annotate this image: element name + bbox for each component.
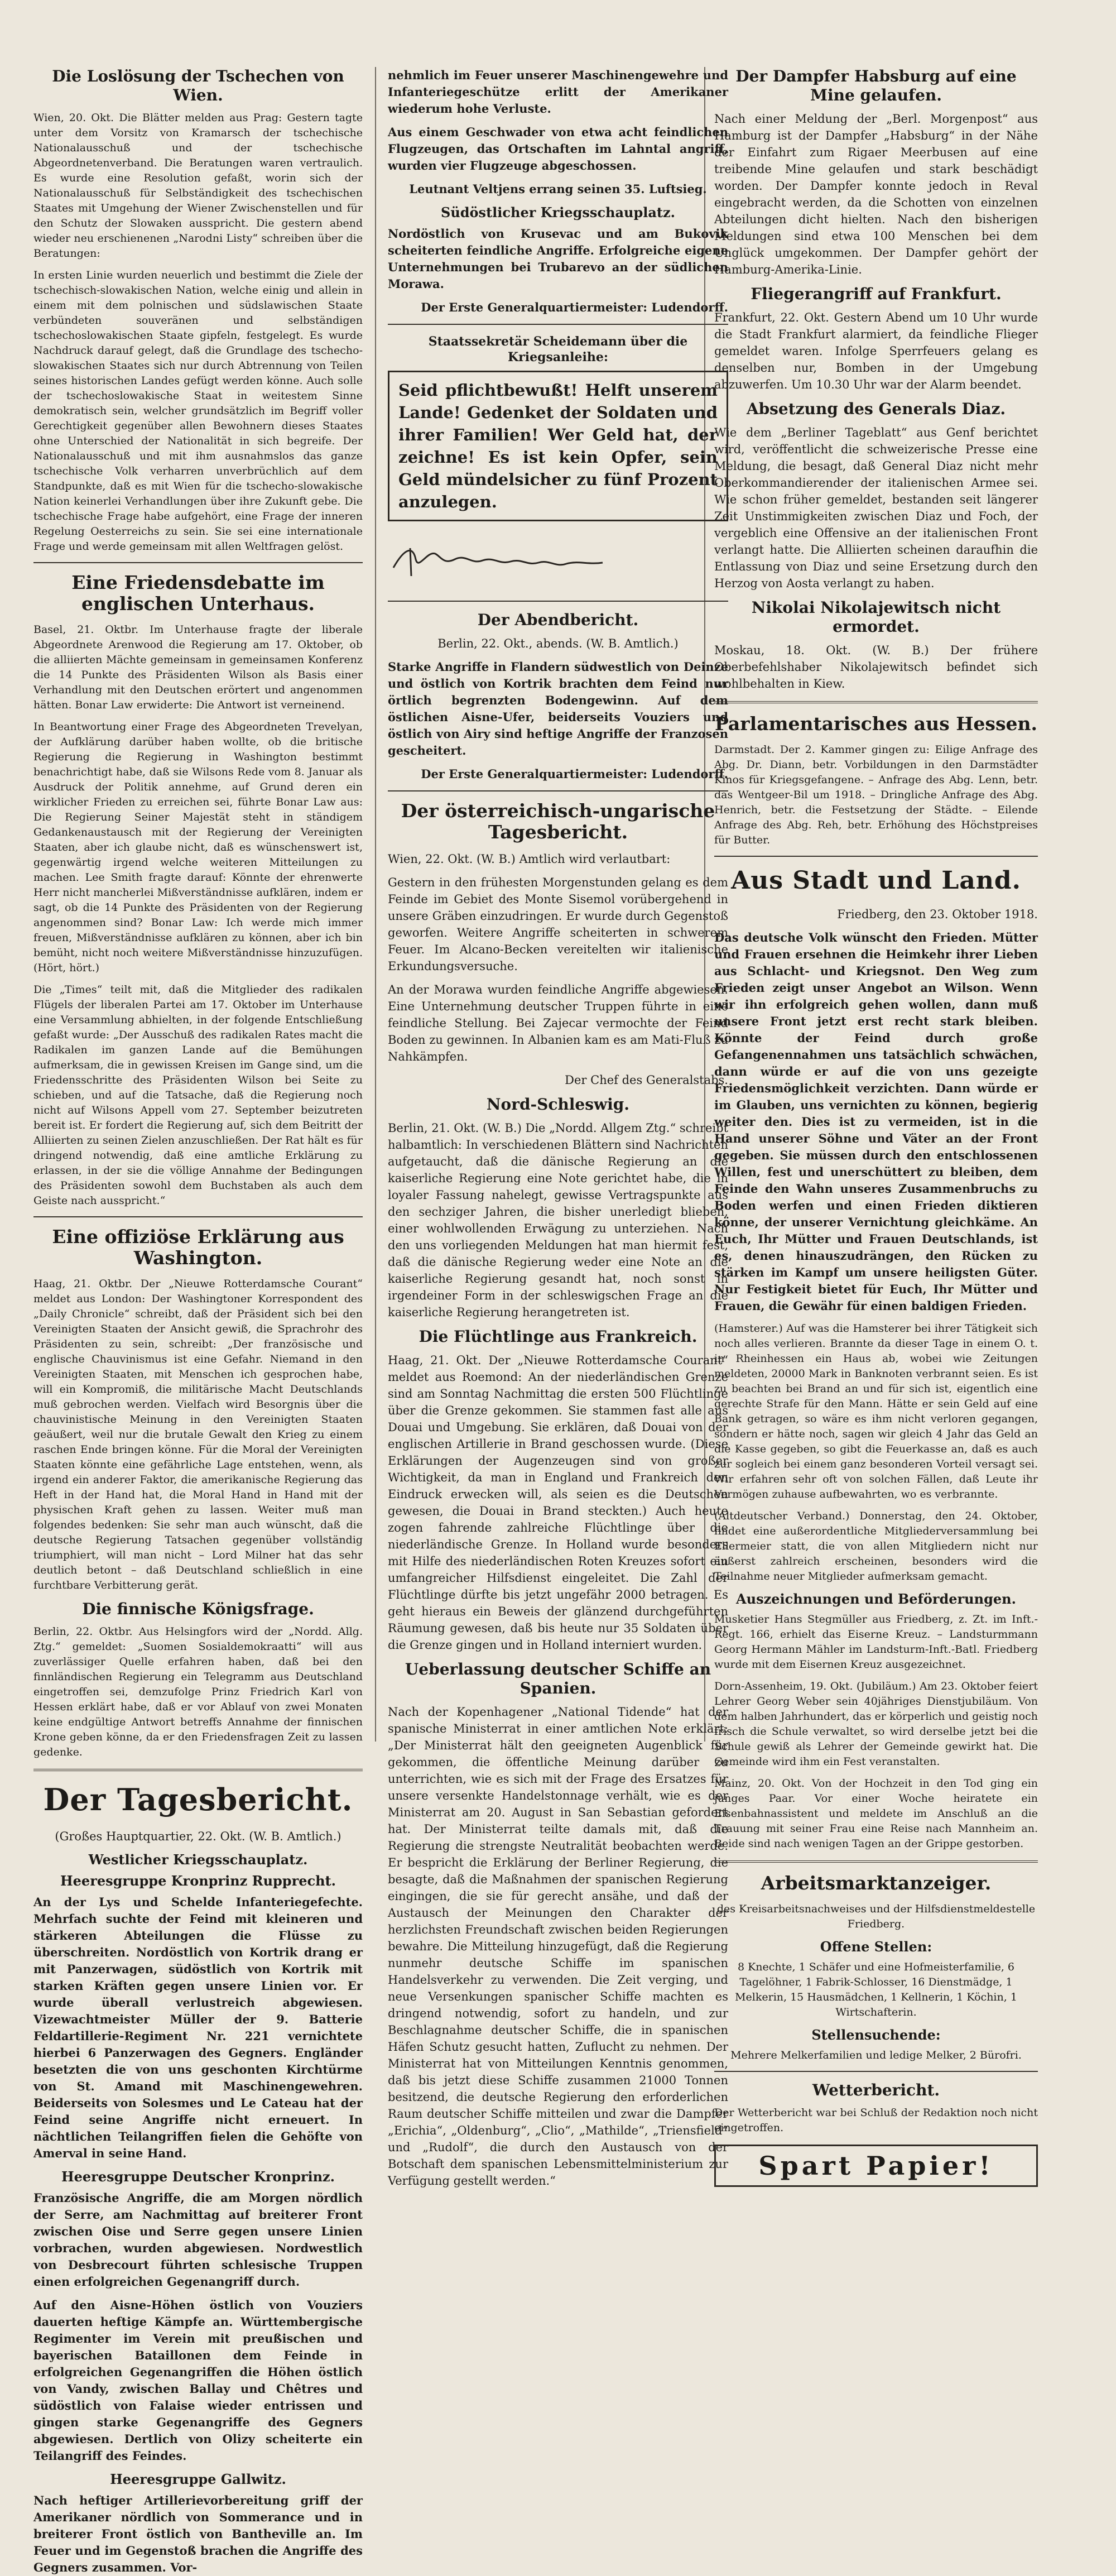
column-2 — [388, 67, 729, 2188]
article-text: Moskau, 18. Okt. (W. B.) Der frühere Oberbefehlshaber Nikolajewitsch befindet sich wohlbehalten in Kiew. — [714, 644, 1038, 690]
divider — [388, 324, 728, 325]
headline: Fliegerangriff auf Frankfurt. — [751, 285, 1002, 303]
article-text: Aus einem Geschwader von etwa acht feindlichen Flugzeugen, das Ortschaften im Lahntal angriff, wurden vier Flugzeuge abgeschossen. — [388, 125, 728, 172]
dateline: (Großes Hauptquartier, 22. Okt. (W. B. Amtlich.) — [55, 1830, 341, 1843]
article-text: Frankfurt, 22. Okt. Gestern Abend um 10 Uhr wurde die Stadt Frankfurt alarmiert, da feindliche Flieger gemeldet waren. Infolge Sperrfeuers gelang es denselben nur, Bomben in der Umgebung abzuwerfen. Um 10.30 Uhr war der Alarm beendet. — [714, 311, 1038, 391]
headline: Nord-Schleswig. — [486, 1095, 630, 1114]
article-text: In ersten Linie wurden neuerlich und bestimmt die Ziele der tschechisch-slowakischen Nation, welche einig und allein in einem mit dem polnischen und südslawischen Staate verbündeten souveränen und selbständigen tschechoslowakischen Staate gipfeln, festgelegt. Es wurde Nachdruck darauf gelegt, daß die Grundlage des tschecho-slowakischen Staates sich nur durch Abtrennung von Teilen seines historischen Landes gefügt werden könne. Auch solle der tschechoslowakische Staat in weitestem Sinne demokratisch sein, welcher grundsätzlich im Begriff voller Gerechtigkeit gegenüber allen Bewohnern dieses Staates ohne Unterschied der Nationalität in sich begreife. Der Nationalausschuß und mit ihm ausnahmslos das ganze tschechische Volk verharren unverbrüchlich auf dem Standpunkte, daß es mit Wien für die tschecho-slowakische Nation keinerlei Verhandlungen über ihre Zukunft gebe. Die tschechische Frage habe aufgehört, eine Frage der inneren Regelung Oesterreichs zu sein. Sie sei eine internationale Frage und werde gemeinsam mit allen Weltfragen gelöst. — [33, 269, 363, 553]
handwritten-signature — [388, 537, 611, 581]
appeal-text: Seid pflichtbewußt! Helft unserem Lande! Gedenket der Soldaten und ihrer Familien! Wer Geld hat, der zeichne! Es ist kein Opfer, sein Geld mündelsicher zu fünf Prozent anzulegen. — [398, 381, 718, 511]
article-text: Mehrere Melkerfamilien und ledige Melker, 2 Bürofri. — [730, 2049, 1022, 2061]
article-text: Berlin, 21. Okt. (W. B.) Die „Nordd. Allgem Ztg.“ schreibt halbamtlich: In verschiedenen Blättern sind Nachrichten aufgetaucht, daß die dänische Regierung an die kaiserliche Regierung eine Note gerichtet habe, die in loyaler Fassung nahelegt, gewisse Vertragspunkte aus den sechziger Jahren, die bisher unerledigt blieben, einer wohlwollenden Erwägung zu unterziehen. Nach den uns vorliegenden Meldungen hat man hiermit fest, daß die dänische Regierung weder eine Note an die kaiserliche Regierung gesandt hat, noch sonst in irgendeiner Form in der schleswigschen Frage an die kaiserliche Regierung herangetreten ist. — [388, 1121, 729, 1319]
article-text: Mainz, 20. Okt. Von der Hochzeit in den Tod ging ein junges Paar. Vor einer Woche heiratete ein Eisenbahnassistent und meldete im Anschluß an die Trauung mit seiner Frau eine Reise nach Mannheim an. Beide sind nach wenigen Tagen an der Grippe gestorben. — [714, 1777, 1038, 1850]
article-text: des Kreisarbeitsnachweises und der Hilfsdienstmeldestelle Friedberg. — [716, 1903, 1036, 1930]
signature-line: Der Chef des Generalstabs. — [565, 1073, 728, 1087]
article-text: Auf den Aisne-Höhen östlich von Vouziers dauerten heftige Kämpfe an. Württembergische Regimenter im Verein mit preußischen und bayerischen Bataillonen dem Feinde in erfolgreichen Gegenangriffen die Höhen östlich von Vandy, zwischen Ballay und Chêtres und südöstlich von Falaise wieder entrissen und gingen starke Gegenangriffe des Gegners abgewiesen. Dertlich von Olizy scheiterte ein Teilangriff des Feindes. — [33, 2298, 363, 2463]
divider — [388, 790, 728, 791]
article-text: Musketier Hans Stegmüller aus Friedberg, z. Zt. im Inft.-Regt. 166, erhielt das Eiserne Kreuz. – Landsturmmann Georg Hermann Mähler im Landsturm-Inft.-Batl. Friedberg wurde mit dem Eisernen Kreuz ausgezeichnet. — [714, 1613, 1038, 1671]
headline: Der Tagesbericht. — [43, 1782, 353, 1817]
article-text: (Altdeutscher Verband.) Donnerstag, den 24. Oktober, findet eine außerordentliche Mitgliederversammlung bei Ellermeier statt, die von allen Mitgliedern nicht nur äußerst zahlreich erscheinen, besonders wird die Teilnahme neuer Mitglieder aufmerksam gemacht. — [714, 1510, 1038, 1582]
article-text: (Hamsterer.) Auf was die Hamsterer bei ihrer Tätigkeit sich noch alles verlieren. Brannte da dieser Tage in einem O. t. in Rheinhessen ein Haus ab, wobei wie Zeitungen meldeten, 20000 Mark in Banknoten verbrannt seien. Es ist zu beachten bei Brand an und für sich ist, eigentlich eine gerechte Strafe für den Mann. Hätte er sein Geld auf eine Bank getragen, so wäre es ihm nicht verloren gegangen, sondern er hätte noch, sagen wir gleich 4 Jahr das Geld an die Kasse gegeben, so gibt die Feuerkasse an, daß es auch zur sogleich bei einem ganz besonderen Vorteil versagt sei. Wir erfahren sehr oft von solchen Fällen, daß Leute ihr Vermögen zuhause aufbewahrten, wo es verbrannte. — [714, 1322, 1038, 1500]
subheadline: Auszeichnungen und Beförderungen. — [736, 1591, 1016, 1607]
headline: Aus Stadt und Land. — [731, 866, 1021, 895]
article-text: Gestern in den frühesten Morgenstunden gelang es dem Feinde im Gebiet des Monte Sisemol vorübergehend in unsere Gräben einzudringen. Er wurde durch Gegenstoß geworfen. Weitere Angriffe scheiterten in schwerem Feuer. Im Alcano-Becken vereitelten wir italienische Erkundungsversuche. — [388, 876, 728, 973]
headline: Parlamentarisches aus Hessen. — [714, 713, 1038, 735]
article-text: Dorn-Assenheim, 19. Okt. (Jubiläum.) Am 23. Oktober feiert Lehrer Georg Weber sein 40jähriges Dienstjubiläum. Von dem halben Jahrhundert, das er körperlich und geistig noch frisch die Schule verwaltet, so wird derselbe jetzt bei die Schule gewiß als Lehrer der Gemeinde gewirkt hat. Die Gemeinde wird ihm ein Fest veranstalten. — [714, 1680, 1038, 1768]
signature-line: Der Erste Generalquartiermeister: Ludendorff. — [421, 300, 728, 314]
article-text: Nach heftiger Artillerievorbereitung griff der Amerikaner nördlich von Sommerance und in breiterer Front östlich von Bantheville an. Im Feuer und im Gegenstoß brachen die Angriffe des Gegners zusammen. Vor- — [33, 2493, 363, 2574]
divider — [33, 562, 363, 563]
headline: Der Abendbericht. — [477, 611, 639, 629]
article-text: An der Lys und Schelde Infanteriegefechte. Mehrfach suchte der Feind mit kleineren und stärkeren Abteilungen die Flüsse zu überschreiten. Nordöstlich von Kortrik drang er mit Panzerwagen, südöstlich von Kortrik mit starken Kräften gegen unsere Linien vor. Er wurde überall verlustreich abgewiesen. Vizewachtmeister Müller der 9. Batterie Feldartillerie-Regiment Nr. 221 vernichtete hierbei 6 Panzerwagen des Gegners. Engländer besetzten die von uns geschonten Kirchtürme von St. Amand mit Maschinengewehren. Beiderseits von Solesmes und Le Cateau hat der Feind seine Angriffe nicht erneuert. In nächtlichen Teilangriffen fielen die Gehöfte von Amerval in seine Hand. — [33, 1895, 363, 2160]
column-1 — [33, 67, 363, 2574]
divider — [33, 1216, 363, 1217]
dateline: Berlin, 22. Okt., abends. (W. B. Amtlich.) — [437, 637, 679, 650]
subheadline: Offene Stellen: — [820, 1939, 932, 1955]
article-text: Berlin, 22. Oktbr. Aus Helsingfors wird der „Nordd. Allg. Ztg.“ gemeldet: „Suomen Sosialdemokraatti“ will aus zuverlässiger Quelle erfahren haben, daß bei den finnländischen Regierung ein Telegramm aus Deutschland eingetroffen sei, demzufolge Prinz Friedrich Karl von Hessen erklärt habe, daß er vor Ablauf von zwei Monaten keine endgültige Antwort betreffs Annahme der finnischen Krone geben könne, da er den Friedensfragen Zeit zu lassen gedenke. — [33, 1625, 363, 1758]
headline: Die Flüchtlinge aus Frankreich. — [419, 1327, 698, 1346]
subheadline: Stellensuchende: — [811, 2027, 941, 2043]
headline: Arbeitsmarktanzeiger. — [761, 1872, 992, 1894]
save-paper-notice: Spart Papier! — [714, 2145, 1038, 2187]
article-text: Haag, 21. Oktbr. Der „Nieuwe Rotterdamsche Courant“ meldet aus London: Der Washingtoner Korrespondent des „Daily Chronicle“ schreibt, daß der Präsident sich bei den Vereinigten Staaten der Ansicht gewiß, die Sprachrohr des Präsidenten zu sein, schreibt: „Der französische und englische Chauvinismus ist eine Gefahr. Niemand in den Vereinigten Staaten, mit Menschen ich gesprochen habe, will ein Kompromiß, die militärische Macht Deutschlands muß gebrochen werden. Vielfach wird Besorgnis über die chauvinistische Meinung in den Vereinigten Staaten geäußert, weil nur die brutale Gewalt den Krieg zu einem raschen Ende bringen könne. Für die Moral der Vereinigten Staaten könnte eine gefährliche Lage entstehen, wenn, als irgend ein anderer Faktor, die amerikanische Regierung das Heft in der Hand hat, die Moral Hand in Hand mit der physischen Kraft gehen zu lassen. Weiter muß man folgendes bedenken: Sie sehr man auch wünscht, daß die deutsche Regierung Tatsachen gegenüber vollständig triumphiert, will man nicht – Lord Milner hat das sehr deutlich betont – daß Deutschland schließlich in eine furchtbare Verbitterung gerät. — [33, 1278, 363, 1591]
divider — [388, 601, 728, 602]
subheadline: Heeresgruppe Gallwitz. — [110, 2471, 286, 2487]
war-loan-appeal — [388, 371, 728, 521]
article-text: nehmlich im Feuer unserer Maschinengewehre und Infanteriegeschütze erlitt der Amerikaner wiederum hohe Verluste. — [388, 68, 728, 116]
article-text: Nach der Kopenhagener „National Tidende“ hat der spanische Ministerrat in einer amtlichen Note erklärt: „Der Ministerrat hält den geeigneten Augenblick für gekommen, die öffentliche Meinung darüber zu unterrichten, wie es sich mit der Frage des Ersatzes für unsere versenkte Handelstonnage verhält, wie es der Ministerrat am 20. August in San Sebastian gefordert hat. Der Ministerrat teilte damals mit, daß die Regierung die strengste Neutralität beobachten werde. Er bespricht die Erklärung der Berliner Regierung, die besagte, daß die Maßnahmen der spanischen Regierung eingingen, die sie für gerecht ansähe, und daß der Austausch der Meinungen den Charakter der herzlichsten Freundschaft zwischen beiden Regierungen bewahre. Die Mitteilung hinzugefügt, daß die Regierung nunmehr deutsche Schiffe im spanischen Handelsverkehr zu verwenden. Die Zeit verging, und neue Versenkungen spanischer Schiffe machten es dringend notwendig, sofort zu handeln, und zur Beschlagnahme deutscher Schiffe, die in spanischen Häfen Schutz gesucht hatten, Zuflucht zu nehmen. Der Ministerrat hat von Mitteilungen Kenntnis genommen, daß bis jetzt diese Schiffe zusammen 21000 Tonnen besitzend, die deutsche Regierung den erforderlichen Raum deutscher Schiffe mitteilen und zwar die Dampfer „Erichia“, „Oldenburg“, „Clio“, „Mathilde“, „Triensfield“ und „Rudolf“, die durch den Austausch von der Botschaft dem spanischen Lebensmittelministerium zur Verfügung gestellt werden.“ — [388, 1705, 728, 2188]
article-text: Darmstadt. Der 2. Kammer gingen zu: Eilige Anfrage des Abg. Dr. Diann, betr. Vorbildungen in den Darmstädter Kinos für Kriegsgefangene. – Anfrage des Abg. Lenn, betr. das Wentgeer-Bil um 1918. – Dringliche Anfrage des Abg. Henrich, betr. die Festsetzung der Städte. – Eilende Anfrage des Abg. Reh, betr. Erhöhung des Höchstpreises für Butter. — [714, 743, 1038, 846]
headline: Die finnische Königsfrage. — [82, 1600, 314, 1618]
article-text: Haag, 21. Okt. Der „Nieuwe Rotterdamsche Courant“ meldet aus Roemond: An der niederländischen Grenze sind am Sonntag Nachmittag die ersten 500 Flüchtlinge über die Grenze gekommen. Sie stammen fast alle aus Douai und Umgebung. Sie erklären, daß Douai von der englischen Artillerie in Brand geschossen wurde. (Diese Erklärungen der Augenzeugen sind von großer Wichtigkeit, da man in England und Frankreich den Eindruck erwecken will, als seien es die Deutschen gewesen, die Douai in Brand steckten.) Auch heute zogen fahrende zahlreiche Flüchtlinge über die niederländische Grenze. In Holland wurde besonders mit Hilfe des niederländischen Roten Kreuzes sofort ein umfangreicher Hilfsdienst eingeleitet. Die Zahl der Flüchtlinge dürfte bis jetzt ungefähr 2000 betragen. Es geht hieraus ein Beweis der glänzend durchgeführten Räumung gewesen, daß bis heute nur 35 Soldaten über die Grenze gingen und in Holland interniert wurden. — [388, 1354, 728, 1652]
subheadline: Heeresgruppe Deutscher Kronprinz. — [61, 2169, 335, 2185]
subheadline: Westlicher Kriegsschauplatz. — [88, 1851, 308, 1868]
article-text: Die „Times“ teilt mit, daß die Mitglieder des radikalen Flügels der liberalen Partei am 17. Oktober im Unterhause eine Versammlung abhielten, in der folgende Entschließung gefaßt wurde: „Der Ausschuß des radikalen Rates macht die Radikalen im ganzen Lande auf die Bemühungen aufmerksam, die in gewissen Kreisen im Gange sind, um die Friedensschritte des Präsidenten Wilson bei Seite zu schieben, und auf die Tatsache, daß die Regierung noch nicht auf Wilsons Appell vom 27. September beizutreten bereit ist. Er fordert die Regierung auf, sich dem Beitritt der Alliierten zu seinen Zielen anzuschließen. Der Rat hält es für dringend notwendig, daß eine amtliche Erklärung zu erlassen, in der sie die völlige Annahme der Bedingungen des Präsidenten sowohl dem Buchstaben als auch dem Geiste nach ausspricht.“ — [33, 984, 363, 1207]
headline: Der österreichisch-ungarische Tagesbericht. — [401, 800, 715, 843]
headline: Absetzung des Generals Diaz. — [746, 400, 1006, 418]
article-text: Nordöstlich von Krusevac und am Bukovik scheiterten feindliche Angriffe. Erfolgreiche eigene Unternehmungen bei Trubarevo an der südlichen Morawa. — [388, 227, 728, 291]
divider — [33, 1769, 363, 1771]
article-text: 8 Knechte, 1 Schäfer und eine Hofmeisterfamilie, 6 Tagelöhner, 1 Fabrik-Schlosser, 16 Dienstmädge, 1 Melkerin, 15 Hausmädchen, 1 Kellnerin, 1 Köchin, 1 Wirtschafterin. — [735, 1961, 1017, 2018]
headline: Die Loslösung der Tschechen von Wien. — [52, 67, 344, 104]
headline: Eine Friedensdebatte im englischen Unterhaus. — [71, 572, 325, 615]
notice-heading: Staatssekretär Scheidemann über die Kriegsanleihe: — [428, 334, 688, 364]
headline: Nikolai Nikolajewitsch nicht ermordet. — [751, 598, 1001, 636]
headline: Wetterbericht. — [812, 2081, 940, 2099]
article-text: Französische Angriffe, die am Morgen nördlich der Serre, am Nachmittag auf breiterer Front zwischen Oise und Serre gegen unsere Linien vorbrachen, wurden abgewiesen. Nordwestlich von Desbrecourt führten schlesische Truppen einen erfolgreichen Gegenangriff durch. — [33, 2191, 363, 2289]
divider — [714, 856, 1038, 857]
headline: Eine offiziöse Erklärung aus Washington. — [52, 1226, 344, 1269]
article-text: Das deutsche Volk wünscht den Frieden. Mütter und Frauen ersehnen die Heimkehr ihrer Lieben aus Schlacht- und Kriegsnot. Den Weg zum Frieden zeigt unser Angebot an Wilson. Wenn wir ihn erfolgreich gehen wollen, dann muß unsere Front jetzt erst recht stark bleiben. Könnte der Feind durch große Gefangenennahmen uns tatsächlich schwächen, dann würde er auf die von uns gezeigte Friedensmöglichkeit verzichten. Dann würde er im Glauben, uns vernichten zu können, begierig weiter den. Dies ist zu vermeiden, ist in die Hand unserer Söhne und Väter an der Front gegeben. Sie müssen durch den entschlossenen Willen, fest und unerschüttert zu bleiben, dem Feinde den Wahn unseres Zusammenbruchs zu Boden werfen und einen Frieden diktieren könne, der unserer Vernichtung gleichkäme. An Euch, Ihr Mütter und Frauen Deutschlands, ist es, denen hinauszudrängen, den Rücken zu stärken im Kampf um unsere heiligsten Güter. Nur Festigkeit bietet für Euch, Ihr Mütter und Frauen, die Gewähr für einen baldigen Frieden. — [714, 930, 1038, 1313]
dateline: Friedberg, den 23. Oktober 1918. — [837, 908, 1038, 921]
article-text: An der Morawa wurden feindliche Angriffe abgewiesen. Eine Unternehmung deutscher Truppen führte in eine feindliche Stellung. Bei Zajecar vermochte der Feind Boden zu gewinnen. In Albanien kam es am Mati-Fluß zu Nahkämpfen. — [388, 983, 728, 1063]
column-3 — [714, 67, 1038, 2181]
headline: Der Dampfer Habsburg auf eine Mine gelaufen. — [735, 67, 1017, 104]
article-text: Nach einer Meldung der „Berl. Morgenpost“ aus Hamburg ist der Dampfer „Habsburg“ in der Nähe der Einfahrt zum Rigaer Meerbusen auf eine treibende Mine gelaufen und stark beschädigt worden. Der Dampfer konnte jedoch in Reval eingebracht werden, da die Schotten von einzelnen Abteilungen dicht hielten. Nach den bisherigen Meldungen sind etwa 100 Menschen bei dem Unglück umgekommen. Der Dampfer gehört der Hamburg-Amerika-Linie. — [714, 112, 1038, 276]
article-text: Wie dem „Berliner Tageblatt“ aus Genf berichtet wird, veröffentlicht die schweizerische Presse eine Meldung, die besagt, daß General Diaz nicht mehr Oberkommandierender der italienischen Armee sei. Wie schon früher gemeldet, bestanden seit längerer Zeit Unstimmigkeiten zwischen Diaz und Foch, der vergeblich eine Offensive an der italienischen Front verlangt hatte. Die Alliierten scheinen daraufhin die Entlassung von Diaz und seine Ersetzung durch den Herzog von Aosta verlangt zu haben. — [714, 426, 1038, 590]
article-text: Der Wetterbericht war bei Schluß der Redaktion noch nicht eingetroffen. — [714, 2107, 1038, 2134]
subheadline: Heeresgruppe Kronprinz Rupprecht. — [60, 1873, 336, 1889]
divider — [714, 2071, 1038, 2072]
article-text: Basel, 21. Oktbr. Im Unterhause fragte der liberale Abgeordnete Arenwood die Regierung am 17. Oktober, ob die alliierten Mächte gemeinsam in gemeinsamen Konferenz die 14 Punkte des Präsidenten Wilson als Basis einer Verhandlung mit den Deutschen erörtert und angenommen hätten. Bonar Law erwiderte: Die Antwort ist verneinend. — [33, 623, 363, 711]
article-text: In Beantwortung einer Frage des Abgeordneten Trevelyan, der Aufklärung darüber haben wollte, ob die britische Regierung die Regierung in Washington bestimmt benachrichtigt habe, daß sie Wilsons Rede vom 8. Januar als Ausdruck der Politik annehme, auf Grund deren ein wirklicher Frieden zu erreichen sei, führte Bonar Law aus: Die Regierung Seiner Majestät steht in ständigem Gedankenaustausch mit der Regierung der Vereinigten Staaten, aber ich glaube nicht, daß es wünschenswert ist, gegenwärtig irgend welche weiteren Mitteilungen zu machen. Lee Smith fragte darauf: Könnte der ehrenwerte Herr nicht mancherlei Mißverständnisse aufklären, indem er sagt, ob die 14 Punkte des Präsidenten von der Regierung angenommen sind? Bonar Law: Ich werde mich immer freuen, Mißverständnisse aufklären zu können, aber ich bin bemüht, nicht noch weitere Mißverständnisse hinzuzufügen. (Hört, hört.) — [33, 721, 363, 974]
column-rule — [375, 67, 376, 1742]
article-text: Leutnant Veltjens errang seinen 35. Luftsieg. — [409, 182, 707, 196]
divider — [714, 1860, 1038, 1863]
headline: Ueberlassung deutscher Schiffe an Spanien. — [405, 1660, 711, 1697]
signature-line: Der Erste Generalquartiermeister: Ludendorff. — [421, 767, 728, 781]
article-text: Wien, 20. Okt. Die Blätter melden aus Prag: Gestern tagte unter dem Vorsitz von Kramarsch der tschechische Nationalausschuß und der tschechische Abgeordnetenverband. Die Beratungen waren vertraulich. Es wurde eine Resolution gefaßt, worin sich der Nationalausschuß für Selbständigkeit des tschechischen Staates mit Umgehung der Wiener Zwischenstellen und für den Schutz der Slowaken ausspricht. Die gestern abend wieder neu erschienenen „Narodni Listy“ schreiben über die Beratungen: — [33, 112, 363, 260]
divider — [714, 701, 1038, 703]
article-text: Wien, 22. Okt. (W. B.) Amtlich wird verlautbart: — [388, 852, 671, 866]
subheadline: Südöstlicher Kriegsschauplatz. — [440, 204, 675, 220]
article-text: Starke Angriffe in Flandern südwestlich von Deinze und östlich von Kortrik brachten dem Feind nur örtlich begrenzten Bodengewinn. Auf dem östlichen Aisne-Ufer, beiderseits Vouziers und östlich von Airy sind heftige Angriffe der Franzosen gescheitert. — [388, 660, 728, 757]
